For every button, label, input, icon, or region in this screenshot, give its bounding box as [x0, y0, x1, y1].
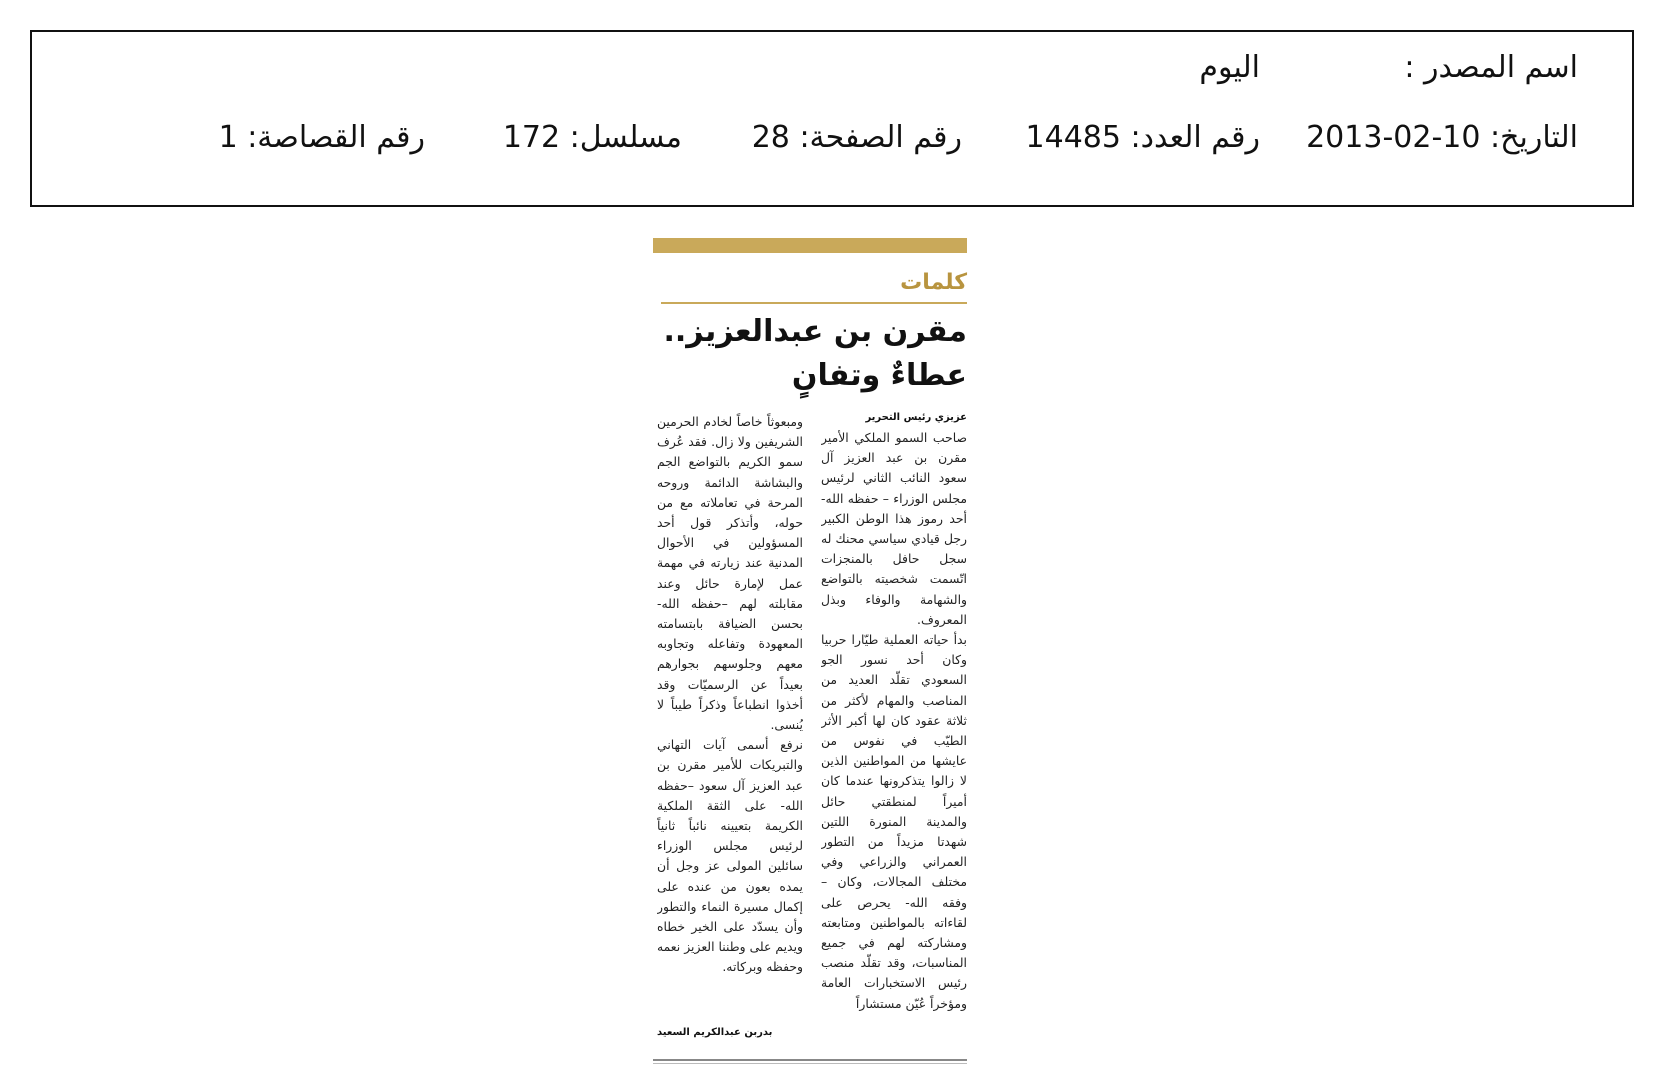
- top-gold-bar: [653, 238, 967, 253]
- page-label: رقم الصفحة: 28: [751, 120, 962, 155]
- paragraph: صاحب السمو الملكي الأمير مقرن بن عبد العزيز آل سعود النائب الثاني لرئيس مجلس الوزراء – حفظه الله- أحد رموز هذا الوطن الكبير رجل قيادي سياسي محنك له سجل حافل بالمنجزات اتّسمت شخصيته بالتواضع والشهامة والوفاء وبذل المعروف.: [821, 430, 967, 627]
- author-signature: بدربن عبدالكريم السعيد: [657, 1027, 773, 1038]
- paragraph: بدأ حياته العملية طيّارا حربيا وكان أحد نسور الجو السعودي تقلّد العديد من المناصب والمهام لأكثر من ثلاثة عقود كان لها أكبر الأثر الطيّب في نفوس من عايشها من المواطنين الذين لا زالوا يتذكرونها عندما كان أميراً لمنطقتي حائل والمدينة المنورة اللتين شهدتا مزيداً من التطور العمراني والزراعي وفي مختلف المجالات، وكان –وفقه الله- يحرص على لقاءاته بالمواطنين ومتابعته ومشاركته لهم في جميع المناسبات، وقد تقلّد منصب رئيس الاستخبارات العامة ومؤخراً عُيّن مستشاراً: [821, 632, 967, 1011]
- bottom-divider: [653, 1059, 967, 1061]
- metadata-box: [30, 30, 1634, 207]
- article-column-right: [821, 428, 967, 1048]
- bottom-divider-thin: [653, 1063, 967, 1064]
- headline-line-1: مقرن بن عبدالعزيز..: [663, 314, 967, 349]
- section-label: كلمات: [900, 270, 967, 295]
- clip-number-label: رقم القصاصة: 1: [218, 120, 425, 155]
- source-value: اليوم: [1199, 50, 1260, 85]
- paragraph: ومبعوثاً خاصاً لخادم الحرمين الشريفين ولا زال. فقد عُرف سمو الكريم بالتواضع الجم والبشاشة الدائمة وروحه المرحة في تعاملاته مع من حوله، وأتذكر قول أحد المسؤولين في الأحوال المدنية عند زيارته في مهمة عمل لإمارة حائل وعند مقابلته لهم –حفظه الله- بحسن الضيافة بابتسامته المعهودة وتفاعله وتجاوبه معهم وجلوسهم بجوارهم بعيداً عن الرسميّات وقد أخذوا انطباعاً وذكراً طيباً لا يُنسى.: [657, 414, 803, 733]
- headline-line-2: عطاءٌ وتفانٍ: [791, 358, 967, 393]
- section-divider: [661, 302, 967, 304]
- paragraph: نرفع أسمى آيات التهاني والتبريكات للأمير مقرن بن عبد العزيز آل سعود –حفظه الله- على الثقة الملكية الكريمة بتعيينه نائباً ثانياً لرئيس مجلس الوزراء سائلين المولى عز وجل أن يمده بعون من عنده على إكمال مسيرة النماء والتطور وأن يسدّد على الخير خطاه ويديم على وطننا العزيز نعمه وحفظه وبركاته.: [657, 737, 803, 975]
- greeting: عزيزي رئيس التحرير: [865, 412, 967, 423]
- serial-label: مسلسل: 172: [502, 120, 682, 155]
- article-column-left: [657, 412, 803, 1012]
- source-label: اسم المصدر :: [1404, 50, 1578, 85]
- article-headline: [653, 310, 967, 398]
- newspaper-clipping: [653, 238, 967, 1068]
- issue-label: رقم العدد: 14485: [1025, 120, 1260, 155]
- date-label: التاريخ: 10-02-2013: [1306, 120, 1578, 155]
